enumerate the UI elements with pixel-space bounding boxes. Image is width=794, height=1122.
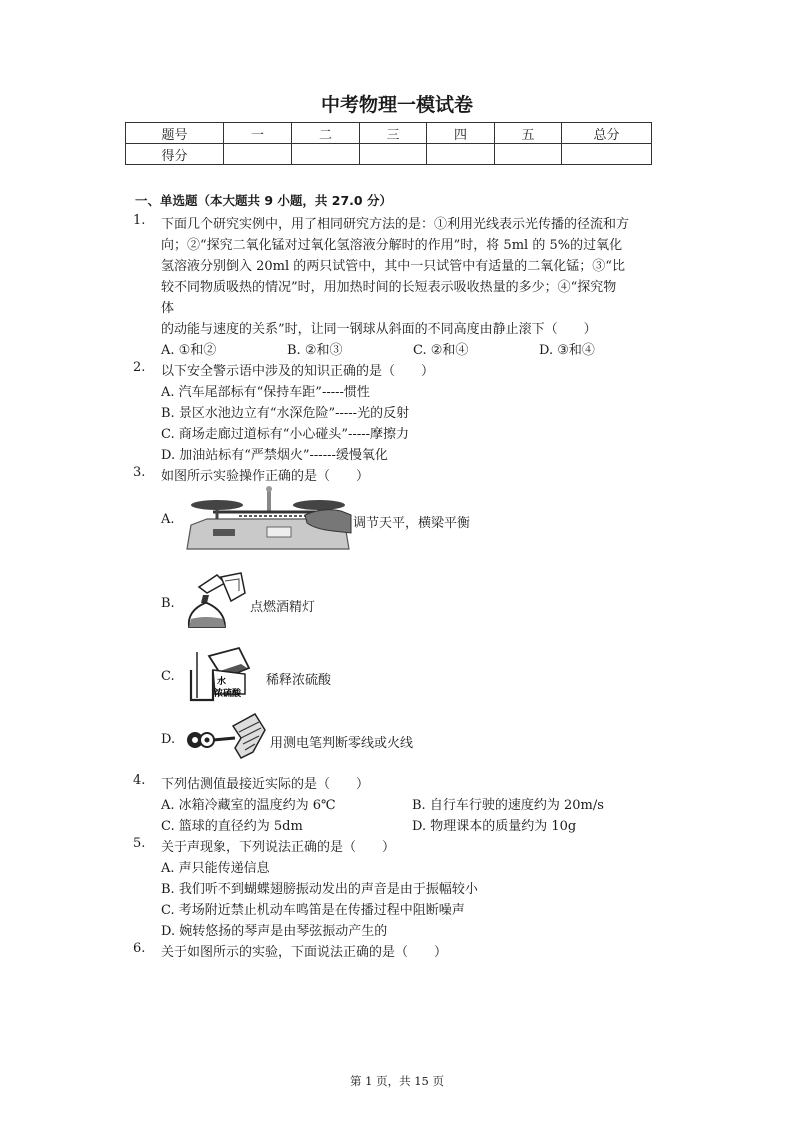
table-cell: 四 (427, 123, 495, 144)
question-number: 2. (133, 360, 146, 375)
option-d[interactable]: D. 加油站标有“严禁烟火”------缓慢氧化 (161, 448, 388, 463)
test-pen-figure (185, 712, 267, 764)
water-label: 水 (217, 677, 227, 687)
diluting-acid-figure (187, 648, 259, 704)
question-text: 的动能与速度的关系”时，让同一钢球从斜面的不同高度由静止滚下（ ） (161, 322, 597, 337)
score-table-header-row (126, 123, 652, 144)
question-number: 6. (133, 941, 146, 956)
option-b[interactable]: B. 景区水池边立有“水深危险”-----光的反射 (161, 406, 410, 421)
score-table (125, 122, 652, 165)
question-text: 下列估测值最接近实际的是（ ） (161, 777, 370, 792)
question-number: 5. (133, 836, 146, 851)
question-text: 下面几个研究实例中，用了相同研究方法的是：①利用光线表示光传播的径流和方 (161, 217, 630, 232)
option-c[interactable]: C. 篮球的直径约为 5dm (161, 819, 303, 834)
option-a[interactable]: A. 声只能传递信息 (161, 861, 270, 876)
balance-label-plate (213, 529, 235, 536)
question-text: 体 (161, 301, 175, 316)
page-title: 中考物理一模试卷 (320, 94, 473, 116)
option-b[interactable]: B. 我们听不到蝴蝶翅膀振动发出的声音是由于振幅较小 (161, 882, 478, 897)
figure-caption: 点燃酒精灯 (250, 600, 316, 615)
option-b[interactable]: B. 自行车行驶的速度约为 20m/s (412, 798, 604, 813)
page-footer: 第 1 页，共 15 页 (349, 1074, 445, 1088)
question-text: 如图所示实验操作正确的是（ ） (161, 469, 370, 484)
table-cell: 总分 (562, 123, 652, 144)
table-cell: 三 (360, 123, 427, 144)
table-cell: 题号 (126, 123, 224, 144)
option-c[interactable]: C. 考场附近禁止机动车鸣笛是在传播过程中阻断噪声 (161, 903, 465, 918)
question-text: 关于如图所示的实验，下面说法正确的是（ ） (161, 945, 448, 960)
option-d[interactable]: D. 婉转悠扬的琴声是由琴弦振动产生的 (161, 924, 388, 939)
score-cell[interactable] (360, 144, 427, 165)
option-a[interactable]: A. (161, 512, 175, 527)
question-number: 3. (133, 465, 146, 480)
table-cell: 得分 (126, 144, 224, 165)
figure-caption: 调节天平，横梁平衡 (353, 516, 471, 531)
table-cell: 一 (224, 123, 292, 144)
option-b[interactable]: B. ②和③ (287, 343, 343, 358)
score-cell[interactable] (224, 144, 292, 165)
option-c[interactable]: C. ②和④ (413, 343, 469, 358)
score-cell[interactable] (427, 144, 495, 165)
question-number: 1. (133, 213, 146, 228)
option-a[interactable]: A. ①和② (161, 343, 217, 358)
score-cell[interactable] (562, 144, 652, 165)
option-a[interactable]: A. 冰箱冷藏室的温度约为 6℃ (161, 798, 336, 813)
alcohol-lamp-figure (185, 571, 249, 633)
question-text: 较不同物质吸热的情况”时，用加热时间的长短表示吸收热量的多少；④“探究物 (161, 280, 617, 295)
option-c[interactable]: C. (161, 669, 175, 684)
balance-figure (183, 485, 353, 553)
option-d[interactable]: D. ③和④ (539, 343, 595, 358)
question-text: 向；②“探究二氧化锰对过氧化氢溶液分解时的作用”时，将 5ml 的 5%的过氧化 (161, 238, 623, 253)
option-d[interactable]: D. 物理课本的质量约为 10g (412, 819, 577, 834)
question-text: 关于声现象，下列说法正确的是（ ） (161, 840, 396, 855)
question-text: 氢溶液分别倒入 20ml 的两只试管中，其中一只试管中有适量的二氧化锰；③“比 (161, 259, 625, 274)
option-c[interactable]: C. 商场走廊过道标有“小心碰头”-----摩擦力 (161, 427, 410, 442)
figure-caption: 稀释浓硫酸 (266, 673, 332, 688)
option-b[interactable]: B. (161, 596, 175, 611)
score-cell[interactable] (292, 144, 360, 165)
question-number: 4. (133, 773, 146, 788)
option-a[interactable]: A. 汽车尾部标有“保持车距”-----惯性 (161, 385, 370, 400)
question-text: 以下安全警示语中涉及的知识正确的是（ ） (161, 364, 435, 379)
score-table-score-row (126, 144, 652, 165)
section-heading: 一、单选题（本大题共 9 小题，共 27.0 分） (135, 193, 392, 208)
figure-caption: 用测电笔判断零线或火线 (270, 736, 414, 751)
score-cell[interactable] (495, 144, 562, 165)
table-cell: 五 (495, 123, 562, 144)
table-cell: 二 (292, 123, 360, 144)
acid-label: 浓硫酸 (214, 689, 242, 699)
option-d[interactable]: D. (161, 732, 176, 747)
